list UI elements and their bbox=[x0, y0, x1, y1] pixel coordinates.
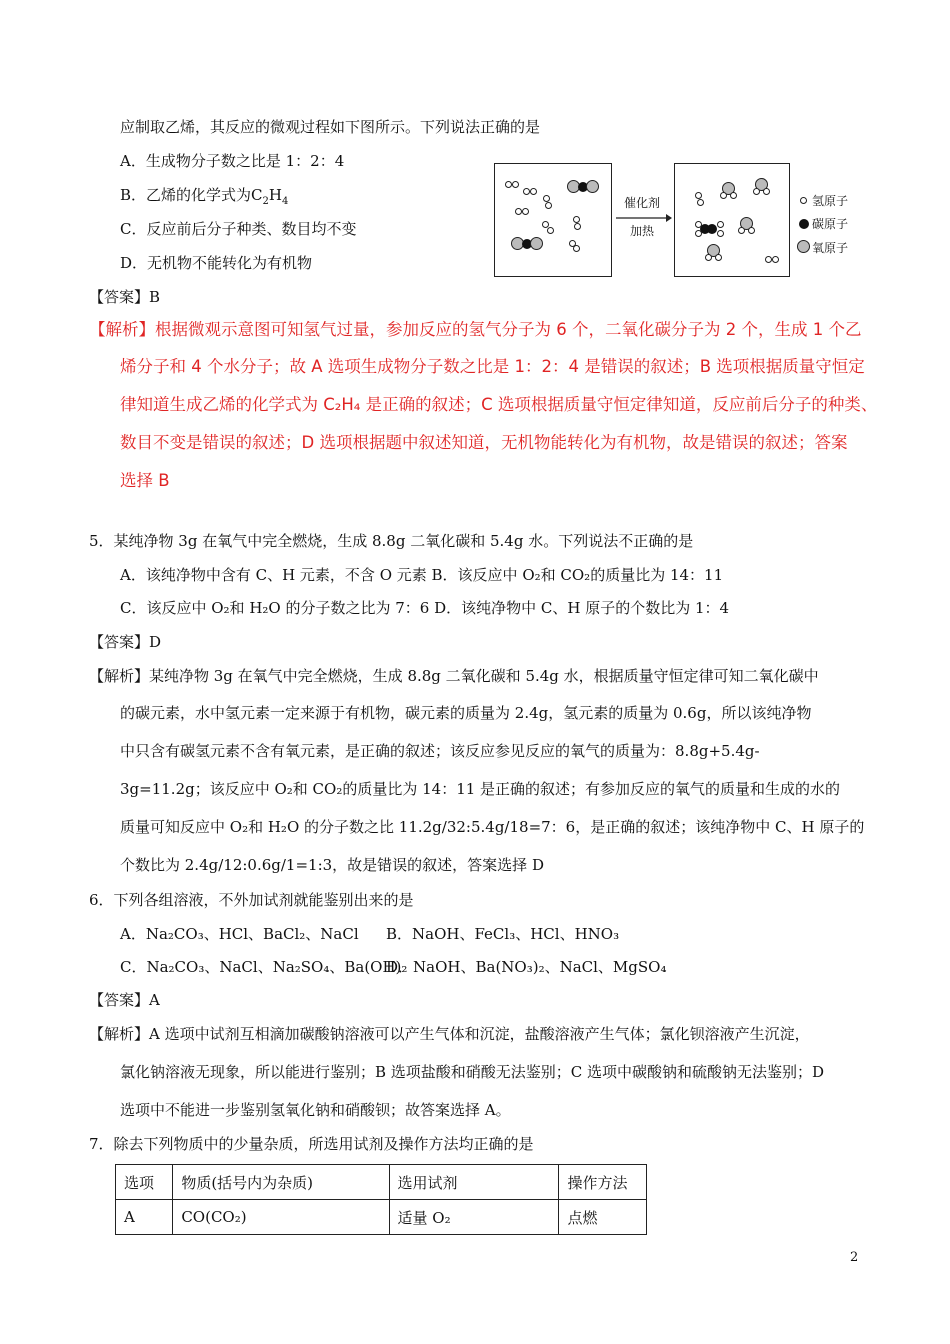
q6-analysis-line: 选项中不能进一步鉴别氢氧化钠和硝酸钡；故答案选择 A。 bbox=[120, 1101, 511, 1119]
hydrogen-atom bbox=[695, 221, 702, 228]
hydrogen-atom bbox=[695, 192, 702, 199]
q6-stem: 6．下列各组溶液，不外加试剂就能鉴别出来的是 bbox=[89, 891, 414, 909]
q4-option-b: B．乙烯的化学式为$C_2H_4$ bbox=[120, 186, 289, 207]
hydrogen-atom bbox=[765, 256, 772, 263]
arrow-icon bbox=[614, 212, 674, 224]
oxygen-legend-icon bbox=[797, 240, 810, 253]
page-number: 2 bbox=[850, 1250, 859, 1265]
hydrogen-atom bbox=[695, 230, 702, 237]
hydrogen-atom bbox=[574, 223, 581, 230]
table-header-cell: 物质(括号内为杂质) bbox=[173, 1165, 389, 1200]
q4-answer: 【答案】B bbox=[89, 288, 161, 306]
hydrogen-atom bbox=[573, 216, 580, 223]
hydrogen-atom bbox=[545, 202, 552, 209]
hydrogen-atom bbox=[763, 188, 770, 195]
q5-analysis-line: 个数比为 2.4g/12:0.6g/1=1:3，故是错误的叙述，答案选择 D bbox=[120, 856, 544, 874]
q4-analysis-line: 律知道生成乙烯的化学式为 C₂H₄ 是正确的叙述；C 选项根据质量守恒定律知道，反应前后分子的种类、 bbox=[120, 395, 878, 414]
q6-option-b: B．NaOH、FeCl₃、HCl、HNO₃ bbox=[386, 925, 620, 943]
q6-option-d: D．NaOH、Ba(NO₃)₂、NaCl、MgSO₄ bbox=[386, 958, 667, 976]
q6-analysis-line: 氯化钠溶液无现象，所以能进行鉴别；B 选项盐酸和硝酸无法鉴别；C 选项中碳酸钠和硫酸钠无法鉴别；D bbox=[120, 1063, 825, 1081]
table-header-cell: 选项 bbox=[116, 1165, 173, 1200]
q5-analysis-line: 质量可知反应中 O₂和 H₂O 的分子数之比 11.2g/32:5.4g/18=7：6，是正确的叙述；该纯净物中 C、H 原子的 bbox=[120, 818, 865, 836]
hydrogen-atom bbox=[772, 256, 779, 263]
q6-analysis-line: 【解析】A 选项中试剂互相滴加碳酸钠溶液可以产生气体和沉淀，盐酸溶液产生气体；氯化钡溶液产生沉淀， bbox=[89, 1025, 810, 1043]
q4-analysis-line: 数目不变是错误的叙述；D 选项根据题中叙述知道，无机物能转化为有机物，故是错误的叙述；答案 bbox=[120, 433, 848, 452]
hydrogen-atom bbox=[543, 195, 550, 202]
q4-analysis-line: 烯分子和 4 个水分子；故 A 选项生成物分子数之比是 1：2：4 是错误的叙述；B 选项根据质量守恒定 bbox=[120, 357, 865, 376]
q6-option-a: A．Na₂CO₃、HCl、BaCl₂、NaCl bbox=[120, 925, 359, 943]
table-header-cell: 操作方法 bbox=[559, 1165, 647, 1200]
hydrogen-atom bbox=[515, 208, 522, 215]
legend-oxygen: 氧原子 bbox=[812, 241, 849, 255]
hydrogen-atom bbox=[547, 227, 554, 234]
hydrogen-legend-icon bbox=[800, 197, 807, 204]
q4-option-d: D．无机物不能转化为有机物 bbox=[120, 254, 313, 272]
legend-hydrogen: 氢原子 bbox=[812, 194, 849, 208]
arrow-label-heat: 加热 bbox=[630, 224, 655, 238]
q7-table bbox=[115, 1164, 647, 1235]
hydrogen-atom bbox=[753, 188, 760, 195]
products-box bbox=[674, 163, 790, 277]
hydrogen-atom bbox=[715, 254, 722, 261]
oxygen-atom bbox=[530, 237, 543, 250]
carbon-legend-icon bbox=[799, 219, 809, 229]
hydrogen-atom bbox=[522, 208, 529, 215]
q4-analysis-line: 【解析】根据微观示意图可知氢气过量，参加反应的氢气分子为 6 个，二氧化碳分子为 2 个，生成 1 个乙 bbox=[89, 320, 862, 339]
q5-options-line1: A．该纯净物中含有 C、H 元素，不含 O 元素 B．该反应中 O₂和 CO₂的质量比为 14：11 bbox=[120, 566, 724, 584]
q7-stem: 7．除去下列物质中的少量杂质，所选用试剂及操作方法均正确的是 bbox=[89, 1135, 534, 1153]
q6-option-c: C．Na₂CO₃、NaCl、Na₂SO₄、Ba(OH)₂ bbox=[120, 958, 408, 976]
q4-intro: 应制取乙烯，其反应的微观过程如下图所示。下列说法正确的是 bbox=[120, 118, 541, 136]
table-row bbox=[116, 1200, 647, 1235]
oxygen-atom bbox=[586, 180, 599, 193]
hydrogen-atom bbox=[512, 181, 519, 188]
table-cell: 适量 O₂ bbox=[389, 1200, 559, 1235]
hydrogen-atom bbox=[705, 254, 712, 261]
q5-stem: 5．某纯净物 3g 在氧气中完全燃烧，生成 8.8g 二氧化碳和 5.4g 水。下列说法不正确的是 bbox=[89, 532, 694, 550]
hydrogen-atom bbox=[523, 188, 530, 195]
table-header-cell: 选用试剂 bbox=[389, 1165, 559, 1200]
q6-answer: 【答案】A bbox=[89, 991, 160, 1009]
arrow-label-catalyst: 催化剂 bbox=[624, 196, 661, 210]
hydrogen-atom bbox=[505, 181, 512, 188]
hydrogen-atom bbox=[730, 192, 737, 199]
q4-option-c: C．反应前后分子种类、数目均不变 bbox=[120, 220, 357, 238]
table-header-row bbox=[116, 1165, 647, 1200]
hydrogen-atom bbox=[530, 188, 537, 195]
q4-option-a: A．生成物分子数之比是 1：2：4 bbox=[120, 152, 345, 170]
q5-analysis-line: 的碳元素，水中氢元素一定来源于有机物，碳元素的质量为 2.4g，氢元素的质量为 0.6g，所以该纯净物 bbox=[120, 704, 812, 722]
q5-analysis-line: 中只含有碳氢元素不含有氧元素，是正确的叙述；该反应参见反应的氧气的质量为：8.8g+5.4g- bbox=[120, 742, 760, 760]
table-cell: 点燃 bbox=[559, 1200, 647, 1235]
q5-options-line2: C．该反应中 O₂和 H₂O 的分子数之比为 7：6 D．该纯净物中 C、H 原子的个数比为 1：4 bbox=[120, 599, 730, 617]
hydrogen-atom bbox=[717, 230, 724, 237]
hydrogen-atom bbox=[720, 192, 727, 199]
legend-carbon: 碳原子 bbox=[812, 217, 849, 231]
hydrogen-atom bbox=[748, 227, 755, 234]
table-cell: A bbox=[116, 1200, 173, 1235]
hydrogen-atom bbox=[738, 227, 745, 234]
q5-analysis-line: 3g=11.2g；该反应中 O₂和 CO₂的质量比为 14：11 是正确的叙述；有参加反应的氧气的质量和生成的水的 bbox=[120, 780, 841, 798]
carbon-atom bbox=[707, 224, 717, 234]
q5-analysis-line: 【解析】某纯净物 3g 在氧气中完全燃烧，生成 8.8g 二氧化碳和 5.4g 水，根据质量守恒定律可知二氧化碳中 bbox=[89, 667, 819, 685]
q5-answer: 【答案】D bbox=[89, 633, 162, 651]
table-cell: CO(CO₂) bbox=[173, 1200, 389, 1235]
q4-analysis-line: 选择 B bbox=[120, 471, 170, 490]
hydrogen-atom bbox=[717, 221, 724, 228]
reactants-box bbox=[494, 163, 612, 277]
hydrogen-atom bbox=[573, 245, 580, 252]
hydrogen-atom bbox=[697, 199, 704, 206]
